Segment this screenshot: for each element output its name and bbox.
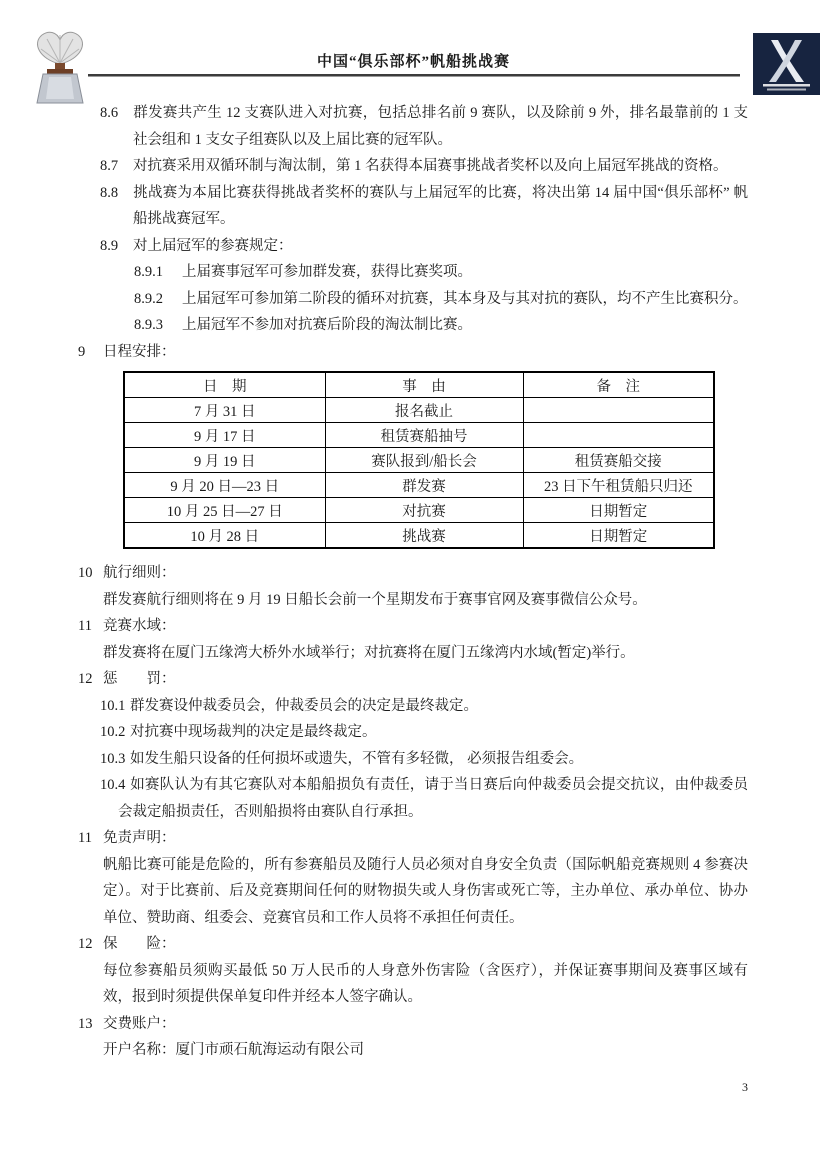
section-heading-schedule bbox=[78, 339, 748, 366]
section-number: 11 bbox=[78, 830, 92, 846]
penalty-item-10-4 bbox=[100, 772, 748, 825]
rule-item-8-8 bbox=[100, 180, 748, 233]
rule-number: 10.4 bbox=[100, 777, 126, 793]
table-row bbox=[124, 448, 714, 473]
cell-event: 报名截止 bbox=[325, 398, 523, 423]
rule-text: 上届冠军不参加对抗赛后阶段的淘汰制比赛。 bbox=[182, 317, 472, 333]
rule-text: 对抗赛采用双循环制与淘汰制，第 1 名获得本届赛事挑战者奖杯以及向上届冠军挑战的资格。 bbox=[133, 158, 728, 174]
rule-number: 8.7 bbox=[100, 158, 119, 174]
rule-number: 8.9.3 bbox=[134, 317, 163, 333]
cell-date: 7 月 31 日 bbox=[124, 398, 325, 423]
cell-date: 10 月 25 日—27 日 bbox=[124, 498, 325, 523]
rule-item-8-9-2 bbox=[134, 286, 748, 313]
cell-event: 租赁赛船抽号 bbox=[325, 423, 523, 448]
rule-number: 8.9.2 bbox=[134, 290, 163, 307]
section-heading-disclaimer bbox=[78, 825, 748, 852]
rule-number: 10.3 bbox=[100, 750, 126, 767]
section-body: 群发赛将在厦门五缘湾大桥外水域举行；对抗赛将在厦门五缘湾内水域(暂定)举行。 bbox=[103, 644, 635, 661]
schedule-table bbox=[123, 371, 715, 549]
col-header-event: 事 由 bbox=[325, 372, 523, 398]
table-row bbox=[124, 498, 714, 523]
section-number: 13 bbox=[78, 1015, 93, 1032]
cell-date: 10 月 28 日 bbox=[124, 523, 325, 549]
table-row bbox=[124, 423, 714, 448]
rule-number: 10.1 bbox=[100, 697, 126, 714]
page-number: 3 bbox=[742, 1080, 748, 1094]
table-row bbox=[124, 398, 714, 423]
rule-number: 10.2 bbox=[100, 724, 126, 740]
section-title: 日程安排： bbox=[103, 343, 176, 360]
rule-text: 对抗赛中现场裁判的决定是最终裁定。 bbox=[130, 724, 377, 740]
section-heading-payment-account bbox=[78, 1011, 748, 1038]
section-title: 航行细则： bbox=[103, 565, 176, 581]
cell-date: 9 月 20 日—23 日 bbox=[124, 473, 325, 498]
rule-number: 8.9.1 bbox=[134, 264, 163, 280]
rule-text: 群发赛设仲裁委员会，仲裁委员会的决定是最终裁定。 bbox=[130, 697, 478, 714]
section-title: 竞赛水域： bbox=[103, 618, 176, 634]
rule-item-8-9-1 bbox=[134, 259, 748, 286]
cell-date: 9 月 19 日 bbox=[124, 448, 325, 473]
cell-event: 挑战赛 bbox=[325, 523, 523, 549]
rule-number: 8.8 bbox=[100, 184, 119, 201]
section-body: 群发赛航行细则将在 9 月 19 日船长会前一个星期发布于赛事官网及赛事微信公众号。 bbox=[103, 591, 647, 608]
sail-x-logo-icon bbox=[753, 33, 820, 95]
section-title: 保 险： bbox=[103, 936, 176, 952]
cell-event: 赛队报到/船长会 bbox=[325, 448, 523, 473]
cell-event: 对抗赛 bbox=[325, 498, 523, 523]
rule-item-8-7 bbox=[100, 153, 748, 180]
rule-text: 对上届冠军的参赛规定： bbox=[133, 237, 293, 254]
penalty-item-10-3 bbox=[100, 746, 748, 773]
rule-item-8-9-3 bbox=[134, 312, 748, 339]
section-heading-sailing-instructions bbox=[78, 560, 748, 587]
section-number: 12 bbox=[78, 936, 93, 952]
rule-item-8-6 bbox=[100, 100, 748, 153]
cell-remark bbox=[523, 423, 714, 448]
section-heading-racing-area bbox=[78, 613, 748, 640]
table-row bbox=[124, 473, 714, 498]
section-body: 开户名称：厦门市顽石航海运动有限公司 bbox=[103, 1042, 364, 1058]
cell-remark: 日期暂定 bbox=[523, 498, 714, 523]
schedule-table-header-row bbox=[124, 372, 714, 398]
section-number: 11 bbox=[78, 618, 92, 634]
header-divider bbox=[88, 74, 740, 77]
section-number: 9 bbox=[78, 343, 86, 360]
penalty-item-10-1 bbox=[100, 693, 748, 720]
rule-text: 上届赛事冠军可参加群发赛，获得比赛奖项。 bbox=[182, 264, 472, 280]
document-body bbox=[0, 100, 827, 1064]
section-number: 10 bbox=[78, 565, 93, 581]
rule-text: 群发赛共产生 12 支赛队进入对抗赛，包括总排名前 9 赛队，以及除前 9 外，排名最靠前的 1 支社会组和 1 支女子组赛队以及上届比赛的冠军队。 bbox=[133, 105, 748, 148]
rule-text: 上届冠军可参加第二阶段的循环对抗赛，其本身及与其对抗的赛队，均不产生比赛积分。 bbox=[182, 290, 748, 307]
table-row bbox=[124, 523, 714, 549]
section-title: 免责声明： bbox=[103, 830, 176, 846]
col-header-date: 日 期 bbox=[124, 372, 325, 398]
cell-event: 群发赛 bbox=[325, 473, 523, 498]
section-title: 惩 罚： bbox=[103, 671, 176, 687]
rule-text: 如发生船只设备的任何损坏或遗失，不管有多轻微， 必须报告组委会。 bbox=[130, 750, 584, 767]
cell-remark: 23 日下午租赁船只归还 bbox=[523, 473, 714, 498]
page-title: 中国“俱乐部杯”帆船挑战赛 bbox=[316, 54, 510, 70]
section-body: 每位参赛船员须购买最低 50 万人民币的人身意外伤害险（含医疗），并保证赛事期间及赛事区域有效，报到时须提供保单复印件并经本人签字确认。 bbox=[103, 962, 748, 1005]
rule-text: 挑战赛为本届比赛获得挑战者奖杯的赛队与上届冠军的比赛，将决出第 14 届中国“俱乐部杯” 帆船挑战赛冠军。 bbox=[133, 184, 748, 227]
section-heading-insurance bbox=[78, 931, 748, 958]
section-body: 帆船比赛可能是危险的，所有参赛船员及随行人员必须对自身安全负责（国际帆船竞赛规则 4 参赛决定）。对于比赛前、后及竞赛期间任何的财物损失或人身伤害或死亡等，主办单位、承办单位、协办单位、赞助商、组委会、竞赛官员和工作人员将不承担任何责任。 bbox=[103, 856, 748, 926]
cell-remark: 租赁赛船交接 bbox=[523, 448, 714, 473]
cell-remark bbox=[523, 398, 714, 423]
rule-item-8-9 bbox=[100, 233, 748, 260]
section-number: 12 bbox=[78, 671, 93, 687]
col-header-remark: 备 注 bbox=[523, 372, 714, 398]
cell-remark: 日期暂定 bbox=[523, 523, 714, 549]
rule-number: 8.6 bbox=[100, 105, 119, 121]
section-heading-penalty bbox=[78, 666, 748, 693]
section-title: 交费账户： bbox=[103, 1015, 176, 1032]
penalty-item-10-2 bbox=[100, 719, 748, 746]
rule-text: 如赛队认为有其它赛队对本船船损负有责任，请于当日赛后向仲裁委员会提交抗议，由仲裁委员会裁定船损责任，否则船损将由赛队自行承担。 bbox=[118, 777, 748, 820]
rule-number: 8.9 bbox=[100, 237, 119, 254]
cell-date: 9 月 17 日 bbox=[124, 423, 325, 448]
